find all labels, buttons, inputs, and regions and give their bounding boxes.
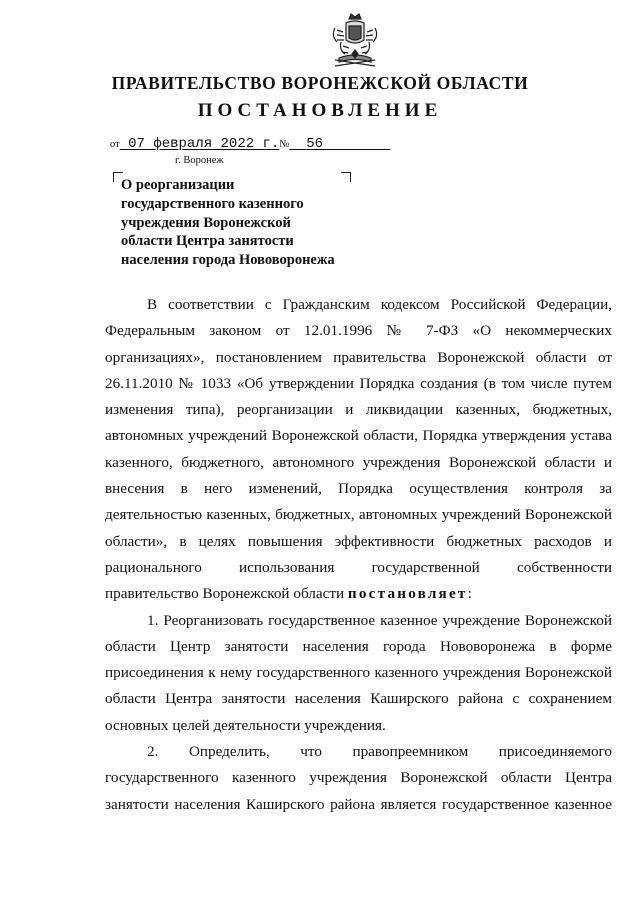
document-city: г. Воронеж: [175, 155, 224, 166]
document-date: [120, 136, 280, 152]
body-line: присоединения к нему государственного казенного учреждения Воронежской: [105, 664, 612, 682]
body-line: казенного, бюджетного, автономного учреждения Воронежской области и: [105, 453, 612, 471]
body-line: В соответствии с Гражданским кодексом Российской Федерации,: [147, 296, 612, 313]
body-line: области», в целях повышения эффективности бюджетных расходов и: [105, 532, 612, 550]
body-line: 1. Реорганизовать государственное казенное учреждение Воронежской: [147, 611, 612, 629]
document-number-value: 56: [306, 136, 323, 152]
body-line: деятельностью казенных, бюджетных, автономных учреждений Воронежской: [105, 506, 612, 524]
number-label: №: [279, 139, 290, 150]
body-line: правительство Воронежской области: [105, 585, 345, 603]
body-line: занятости населения Каширского района является государственное казенное: [105, 795, 612, 813]
body-line: автономных учреждений Воронежской области, Порядка утверждения устава: [105, 427, 612, 445]
voronezh-coat-of-arms-icon: [329, 10, 381, 68]
document-date-value: 07 февраля 2022 г.: [128, 136, 280, 152]
document-date-number: [110, 136, 390, 152]
subject-line: учреждения Воронежской: [121, 214, 291, 231]
body-line: 26.11.2010 № 1033 «Об утверждении Порядка создания (в том числе путем: [105, 374, 612, 392]
document-number: [289, 136, 390, 152]
subject-line: области Центра занятости: [121, 233, 294, 250]
body-line-resolves: [105, 581, 612, 607]
body-line: области Центр занятости населения города Нововоронежа в форме: [105, 637, 612, 655]
resolves-word: постановляет: [347, 585, 468, 603]
body-line: государственного казенного учреждения Воронежской области Центра: [105, 769, 612, 787]
body-line: области Центра занятости населения Каширского района с сохранением: [105, 690, 612, 708]
document-body: [105, 292, 612, 818]
body-line: Федеральным законом от 12.01.1996 № 7-ФЗ «О некоммерческих: [105, 322, 612, 340]
resolves-colon: :: [467, 585, 472, 603]
body-line: организациях», постановлением правительства Воронежской области от: [105, 348, 612, 366]
organization-title: ПРАВИТЕЛЬСТВО ВОРОНЕЖСКОЙ ОБЛАСТИ: [111, 73, 529, 93]
body-line: 2. Определить, что правопреемником присоединяемого: [147, 743, 612, 761]
document-type-title: ПОСТАНОВЛЕНИЕ: [197, 100, 443, 121]
body-line: рационального использования государственной собственности: [105, 558, 612, 576]
body-line: изменения типа), реорганизации и ликвидации казенных, бюджетных,: [105, 401, 612, 419]
subject-line: государственного казенного: [121, 195, 304, 212]
document-subject: [121, 176, 361, 270]
subject-line: населения города Нововоронежа: [121, 252, 335, 269]
subject-line: О реорганизации: [121, 177, 235, 193]
body-line: внесения в него изменений, Порядка осуществления контроля за: [105, 480, 612, 498]
date-prefix: от: [110, 139, 120, 150]
body-line: основных целей деятельности учреждения.: [105, 716, 386, 734]
